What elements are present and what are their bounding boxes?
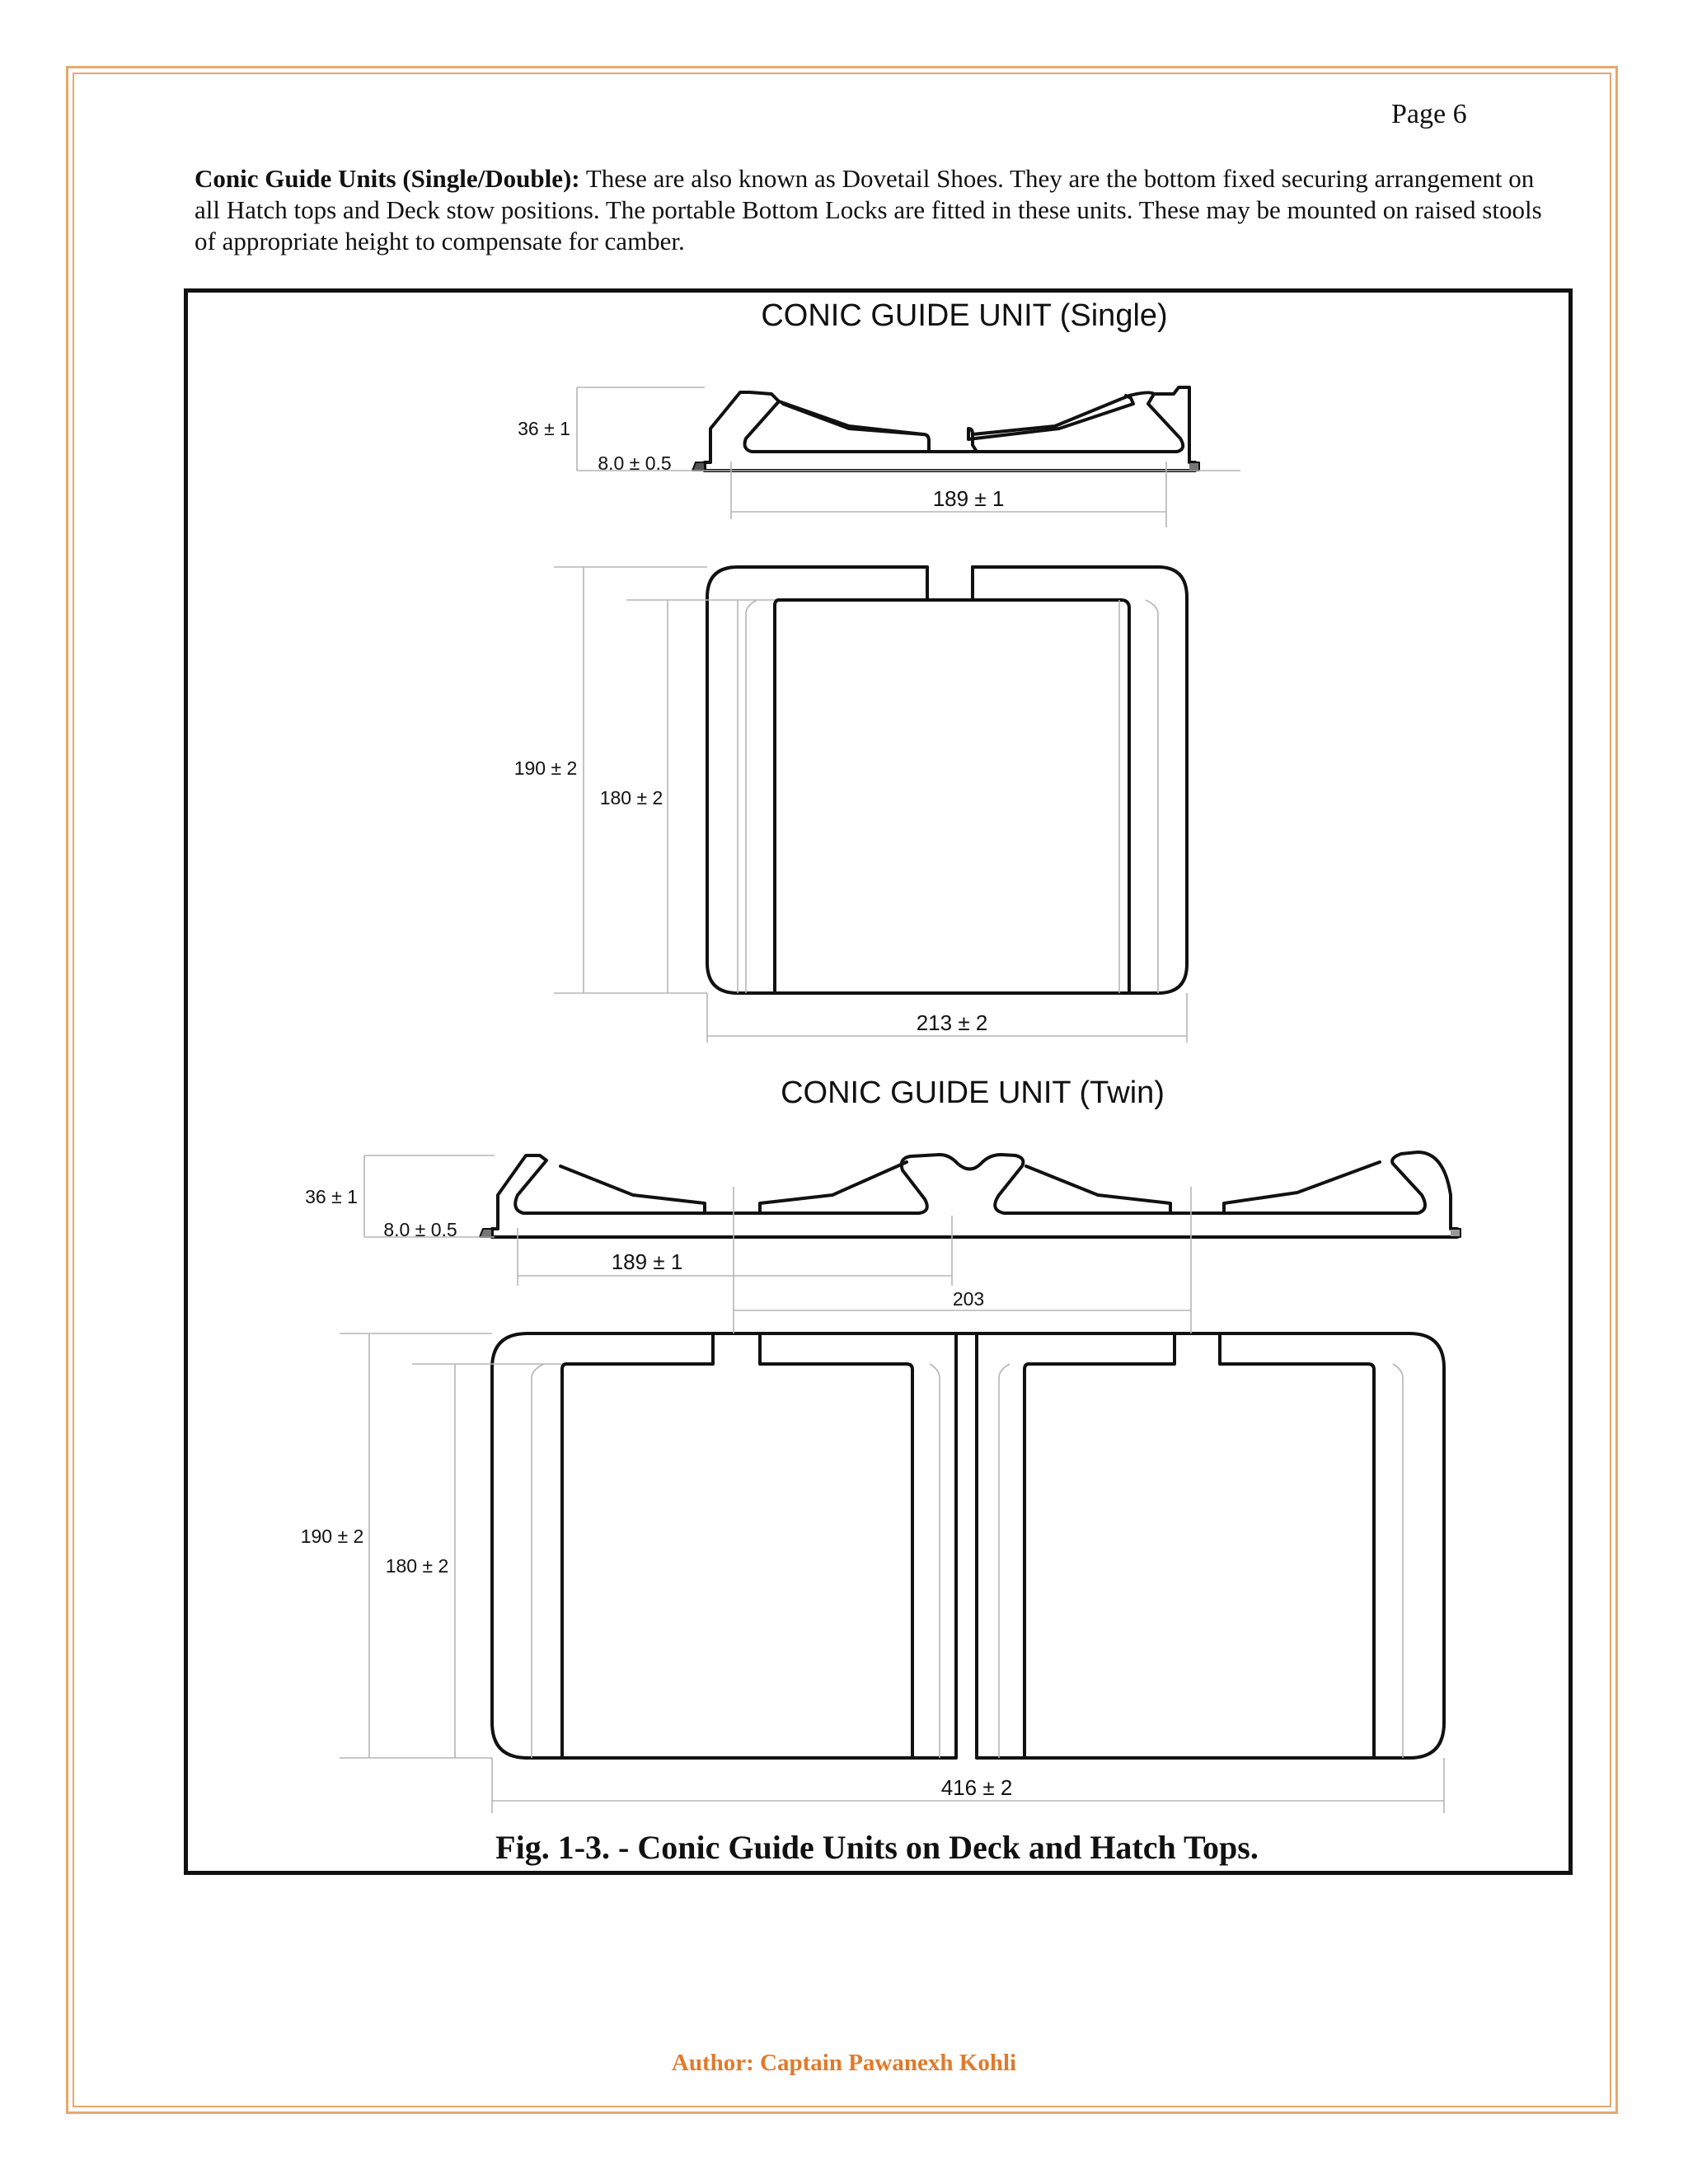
twin-side-profile bbox=[480, 1152, 1461, 1237]
twin-dim-base: 8.0 ± 0.5 bbox=[383, 1219, 457, 1240]
twin-dim-outer-width: 416 ± 2 bbox=[940, 1775, 1013, 1800]
single-dim-inner-length: 180 ± 2 bbox=[599, 787, 663, 808]
twin-dim-pitch: 203 bbox=[952, 1288, 985, 1310]
twin-dim-height: 36 ± 1 bbox=[305, 1186, 358, 1207]
twin-title: CONIC GUIDE UNIT (Twin) bbox=[781, 1076, 1165, 1110]
page-number: Page 6 bbox=[1391, 99, 1467, 129]
intro-body: These are also known as Dovetail Shoes. They are the bottom fixed securing arrangement on all Hatch tops and Deck stow positions. The portable Bottom Locks are fitted in these units. These may be mounted on raised stools of appropriate height to compensate for camber. bbox=[195, 164, 1542, 255]
twin-dim-outer-length: 190 ± 2 bbox=[300, 1526, 364, 1547]
twin-dim-width: 189 ± 1 bbox=[611, 1249, 683, 1274]
single-dim-height: 36 ± 1 bbox=[518, 418, 570, 439]
single-dim-base: 8.0 ± 0.5 bbox=[598, 452, 672, 474]
twin-dim-inner-length: 180 ± 2 bbox=[385, 1555, 449, 1577]
twin-top-view bbox=[492, 1333, 1444, 1758]
footer-author: Author: Captain Pawanexh Kohli bbox=[671, 2050, 1017, 2076]
single-dim-outer-length: 190 ± 2 bbox=[513, 757, 578, 779]
single-side-profile bbox=[692, 387, 1199, 471]
single-dim-outer-width: 213 ± 2 bbox=[916, 1010, 988, 1035]
single-title: CONIC GUIDE UNIT (Single) bbox=[761, 298, 1168, 333]
figure-caption: Fig. 1-3. - Conic Guide Units on Deck and Hatch Tops. bbox=[495, 1829, 1259, 1866]
single-top-view bbox=[707, 567, 1187, 993]
single-dim-width: 189 ± 1 bbox=[932, 486, 1005, 511]
intro-heading: Conic Guide Units (Single/Double): bbox=[195, 164, 580, 193]
